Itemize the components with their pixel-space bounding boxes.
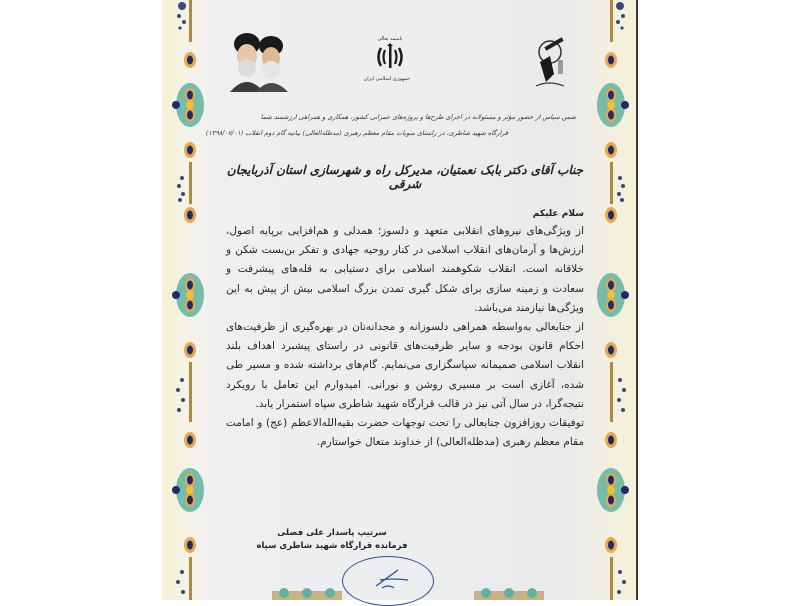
letter-content bbox=[205, 0, 588, 600]
signatory-name: سرتیپ پاسدار علی فضلی bbox=[277, 528, 387, 538]
state-emblem-caption-bottom: جمهوری اسلامی ایران bbox=[363, 76, 410, 82]
leaders-portrait-icon bbox=[228, 30, 290, 92]
greeting: سلام علیکم bbox=[532, 209, 584, 219]
paragraph-3: توفیقات روزافزون جنابعالی را تحت توجهات حضرت بقیه‌الله‌الاعظم (عج) و امامت مقام معظم رهبری (مدظله‌العالی) از خداوند متعال خواستارم. bbox=[226, 417, 584, 449]
page-edge-shadow bbox=[636, 0, 638, 600]
right-ornamental-border bbox=[590, 0, 634, 600]
signature-block bbox=[222, 527, 442, 553]
left-border-ornament-icon bbox=[168, 0, 212, 600]
right-border-ornament-icon bbox=[590, 0, 634, 600]
irgc-emblem-icon bbox=[530, 36, 568, 94]
intro-line-1: ضمن سپاس از حضور مؤثر و مسئولانه در اجرای طرح‌ها و پروژه‌های عمرانی کشور، همکاری و همراهی ارزشمند شما bbox=[260, 113, 576, 121]
left-ornamental-border bbox=[168, 0, 212, 600]
signatory-title: فرمانده قرارگاه شهید شاطری سپاه bbox=[256, 541, 408, 551]
paragraph-1: از ویژگی‌های نیروهای انقلابی متعهد و دلسوز؛ همدلی و هم‌افزایی برپایه اصول، ارزش‌ها و آرمان‌های انقلاب اسلامی در کنار روحیه جهادی و تفکر بن‌بست شکن و خلاقانه است. انقلاب شکوهمند اسلامی برای دستیابی به قله‌های پیشرفت و سعادت و زمینه سازی برای شکل گیری تمدن بزرگ اسلامی بیش از پیش به این ویژگی‌ها نیازمند می‌باشد. bbox=[226, 225, 584, 314]
iran-emblem-icon bbox=[375, 42, 405, 72]
letter-body bbox=[226, 222, 584, 452]
state-emblem-caption-top: باسمه تعالی bbox=[377, 36, 403, 42]
state-emblem bbox=[363, 36, 410, 92]
addressee-heading: جناب آقای دکتر بابک نعمتیان، مدیرکل راه و شهرسازی استان آذربایجان شرقی bbox=[226, 163, 584, 191]
intro-line-2: قرارگاه شهید شاطری، در راستای منویات مقام معظم رهبری (مدظله‌العالی) بیانیه گام دوم انقلاب (۱۳۹۸/۰۷/۰۱) bbox=[205, 129, 508, 137]
signature-scribble-icon bbox=[372, 568, 412, 590]
paragraph-2: از جنابعالی به‌واسطه همراهی دلسوزانه و مجدانه‌تان در بهره‌گیری از ظرفیت‌های احکام قانون بودجه و سایر ظرفیت‌های قانونی در راستای پیشبرد اهداف بلند انقلاب اسلامی صمیمانه سپاسگزاری می‌نمایم. گام‌های برداشته شده و مسیر طی شده، آغازی است بر مسیری روشن و نورانی. امیدوارم این تعامل با رویکرد نتیجه‌گرا، در سال آتی نیز در قالب قرارگاه شهید شاطری سپاه استمرار یابد. bbox=[226, 321, 584, 410]
